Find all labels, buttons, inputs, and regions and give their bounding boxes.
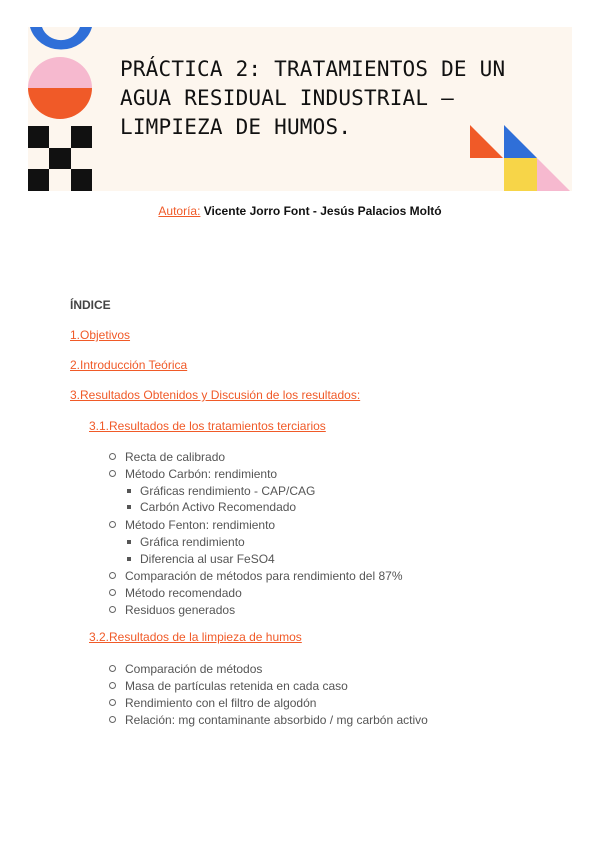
circle-bullet-icon bbox=[109, 606, 116, 613]
circle-bullet-icon bbox=[109, 665, 116, 672]
list-item bbox=[109, 517, 275, 533]
list-item bbox=[127, 551, 275, 567]
list-item-text: Gráficas rendimiento - CAP/CAG bbox=[140, 484, 316, 498]
list-item-text: Método recomendado bbox=[125, 586, 242, 600]
list-item-text: Relación: mg contaminante absorbido / mg carbón activo bbox=[125, 713, 428, 727]
circle-bullet-icon bbox=[109, 572, 116, 579]
list-item bbox=[127, 483, 315, 499]
toc-link-tratamientos-terciarios[interactable]: 3.1.Resultados de los tratamientos terciarios bbox=[89, 419, 326, 433]
toc-link-resultados[interactable]: 3.Resultados Obtenidos y Discusión de los resultados: bbox=[70, 388, 361, 402]
list-item-text: Comparación de métodos bbox=[125, 662, 263, 676]
list-item bbox=[109, 661, 262, 677]
list-item-text: Gráfica rendimiento bbox=[140, 535, 245, 549]
pink-half-circle-shape bbox=[28, 57, 92, 88]
author-line bbox=[0, 204, 600, 218]
list-item-text: Residuos generados bbox=[125, 603, 236, 617]
list-item bbox=[109, 695, 316, 711]
list-item-text: Recta de calibrado bbox=[125, 450, 226, 464]
circle-bullet-icon bbox=[109, 453, 116, 460]
list-item-text: Método Carbón: rendimiento bbox=[125, 467, 278, 481]
list-item-text: Diferencia al usar FeSO4 bbox=[140, 552, 275, 566]
list-item-text: Rendimiento con el filtro de algodón bbox=[125, 696, 317, 710]
list-item-text: Método Fenton: rendimiento bbox=[125, 518, 276, 532]
circle-bullet-icon bbox=[109, 716, 116, 723]
list-item bbox=[109, 602, 235, 618]
square-bullet-icon bbox=[127, 489, 131, 493]
list-item bbox=[109, 449, 225, 465]
square-bullet-icon bbox=[127, 557, 131, 561]
blue-arc-shape bbox=[30, 27, 92, 50]
toc-link-limpieza-humos[interactable]: 3.2.Resultados de la limpieza de humos bbox=[89, 630, 302, 644]
list-item bbox=[109, 466, 277, 482]
circle-bullet-icon bbox=[109, 589, 116, 596]
circle-bullet-icon bbox=[109, 682, 116, 689]
list-item-text: Masa de partículas retenida en cada caso bbox=[125, 679, 348, 693]
document-title: PRÁCTICA 2: TRATAMIENTOS DE UN AGUA RESIDUAL INDUSTRIAL – LIMPIEZA DE HUMOS. bbox=[120, 57, 506, 139]
circle-bullet-icon bbox=[109, 521, 116, 528]
list-item bbox=[109, 585, 242, 601]
list-item bbox=[109, 568, 403, 584]
toc-link-introduccion[interactable]: 2.Introducción Teórica bbox=[70, 358, 188, 372]
title-banner bbox=[28, 27, 572, 191]
author-names: Vicente Jorro Font - Jesús Palacios Moltó bbox=[203, 204, 442, 218]
circle-bullet-icon bbox=[109, 699, 116, 706]
checkerboard-shape bbox=[28, 126, 92, 191]
list-item bbox=[109, 678, 348, 694]
list-item-text: Carbón Activo Recomendado bbox=[140, 500, 297, 514]
list-item-text: Comparación de métodos para rendimiento del 87% bbox=[125, 569, 403, 583]
list-item bbox=[127, 499, 296, 515]
toc-heading: ÍNDICE bbox=[70, 298, 111, 312]
list-item bbox=[127, 534, 245, 550]
orange-half-circle-shape bbox=[28, 88, 92, 119]
author-label: Autoría: bbox=[158, 204, 201, 218]
pink-triangle-shape bbox=[537, 158, 570, 191]
square-bullet-icon bbox=[127, 505, 131, 509]
circle-bullet-icon bbox=[109, 470, 116, 477]
toc-link-objetivos[interactable]: 1.Objetivos bbox=[70, 328, 131, 342]
square-bullet-icon bbox=[127, 540, 131, 544]
list-item bbox=[109, 712, 428, 728]
